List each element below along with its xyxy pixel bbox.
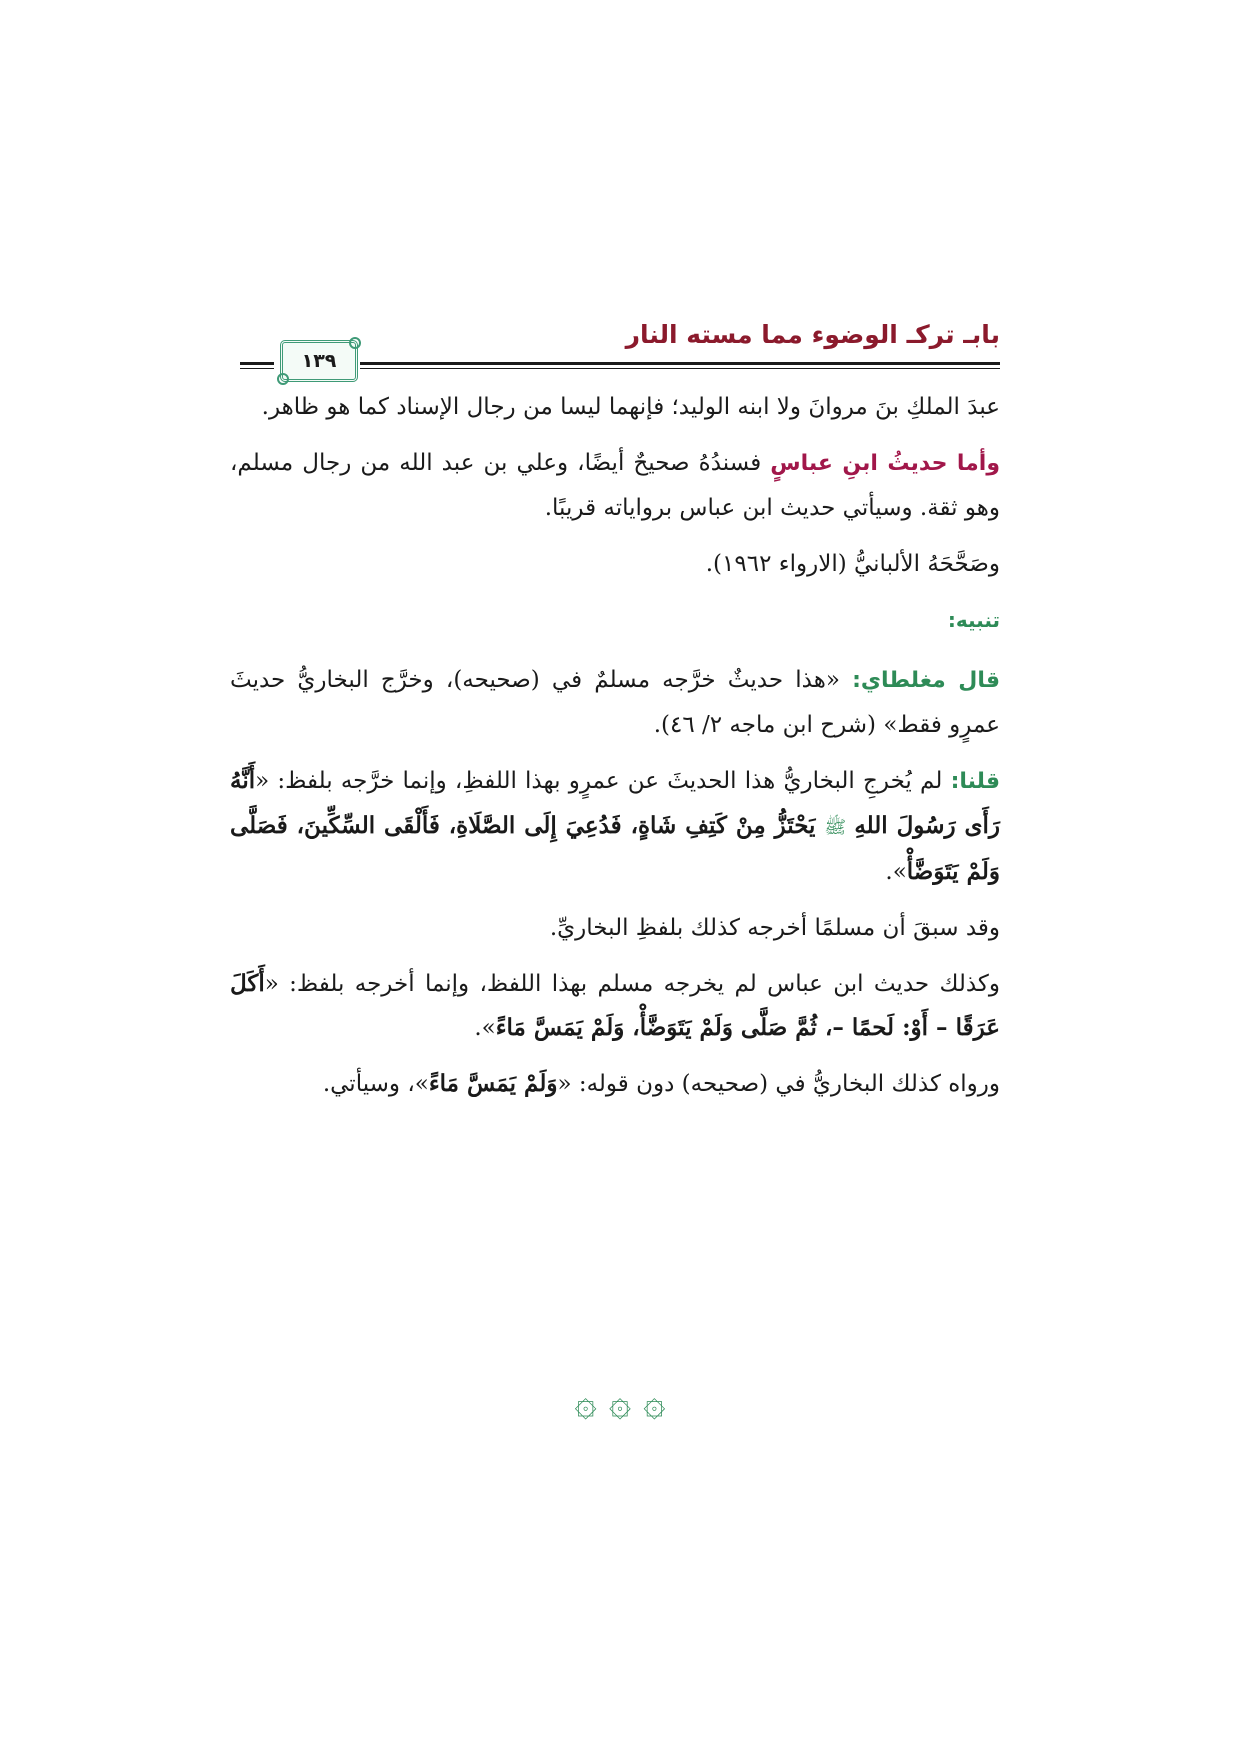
salawat-glyph: ﷺ xyxy=(824,817,847,838)
ibn-abbas-muslim-text: وكذلك حديث ابن عباس لم يخرجه مسلم بهذا اللفظ، وإنما أخرجه بلفظ: « xyxy=(264,971,1000,997)
mughaltay-lead: قال مغلطاي: xyxy=(852,668,1000,693)
ibn-abbas-lead: وأما حديثُ ابنِ عباسٍ xyxy=(770,451,1000,476)
paragraph-albani: وصَحَّحَهُ الألبانيُّ (الارواء ١٩٦٢). xyxy=(705,551,1000,577)
paragraph-ibn-abbas xyxy=(230,441,1000,530)
chapter-title: بابـ تركـ الوضوء مما مسته النار xyxy=(625,320,1000,349)
hadith-quote-2: يَحْتَزُّ مِنْ كَتِفِ شَاةٍ، فَدُعِيَ إِلَى الصَّلَاةِ، فَأَلْقَى السِّكِّينَ، فَصَلَّى وَلَمْ يَتَوَضَّأْ xyxy=(230,812,1000,885)
paragraph-bukhari xyxy=(230,1062,1000,1106)
quote-close-2: ». xyxy=(474,1015,496,1041)
mughaltay-text: «هذا حديثٌ خرَّجه مسلمٌ في (صحيحه)، وخرَّج البخاريُّ حديثَ عمرٍو فقط» (شرح ابن ماجه ٢/ ٤٦). xyxy=(230,667,1000,738)
page-number-frame xyxy=(280,340,358,382)
header-rule-bottom-left xyxy=(240,368,274,369)
ornament-glyphs: ۞ ۞ ۞ xyxy=(574,1380,666,1424)
quote-close-1: ». xyxy=(885,859,907,885)
ibn-abbas-text: فسندُهُ صحيحٌ أيضًا، وعلي بن عبد الله من رجال مسلم، وهو ثقة. وسيأتي حديث ابن عباس برواياته قريبًا. xyxy=(230,450,1000,521)
page-number: ١٣٩ xyxy=(301,350,337,372)
header-rule-top-right xyxy=(360,362,1000,365)
paragraph-ibn-abbas-muslim xyxy=(230,962,1000,1050)
paragraph-muslim-note: وقد سبقَ أن مسلمًا أخرجه كذلك بلفظِ البخاريِّ. xyxy=(549,915,1000,941)
header-rule-top-left xyxy=(240,362,274,365)
bukhari-text-end: »، وسيأتي. xyxy=(322,1071,429,1097)
hadith-quote-1: أَنَّهُ رَأَى رَسُولَ اللهِ xyxy=(230,767,1000,839)
paragraph-1: عبدَ الملكِ بنَ مروانَ ولا ابنه الوليد؛ فإنهما ليسا من رجال الإسناد كما هو ظاهر. xyxy=(261,394,1000,420)
page-body xyxy=(230,385,1000,1118)
qulna-lead: قلنا: xyxy=(950,769,1000,794)
note-heading: تنبيه: xyxy=(947,608,1000,632)
paragraph-qulna xyxy=(230,759,1000,894)
header-rule-bottom-right xyxy=(360,368,1000,369)
hadith-quote-4: وَلَمْ يَمَسَّ مَاءً xyxy=(428,1070,558,1097)
paragraph-mughaltay xyxy=(230,658,1000,747)
section-end-ornament xyxy=(0,1380,1240,1424)
hadith-quote-3: أَكَلَ عَرَقًا – أَوْ: لَحمًا –، ثُمَّ صَلَّى وَلَمْ يَتَوَضَّأْ، وَلَمْ يَمَسَّ مَاءً xyxy=(230,970,1000,1041)
qulna-text: لم يُخرجِ البخاريُّ هذا الحديثَ عن عمرٍو بهذا اللفظِ، وإنما خرَّجه بلفظ: « xyxy=(255,768,951,794)
bukhari-text: ورواه كذلك البخاريُّ في (صحيحه) دون قوله: « xyxy=(557,1071,1000,1097)
